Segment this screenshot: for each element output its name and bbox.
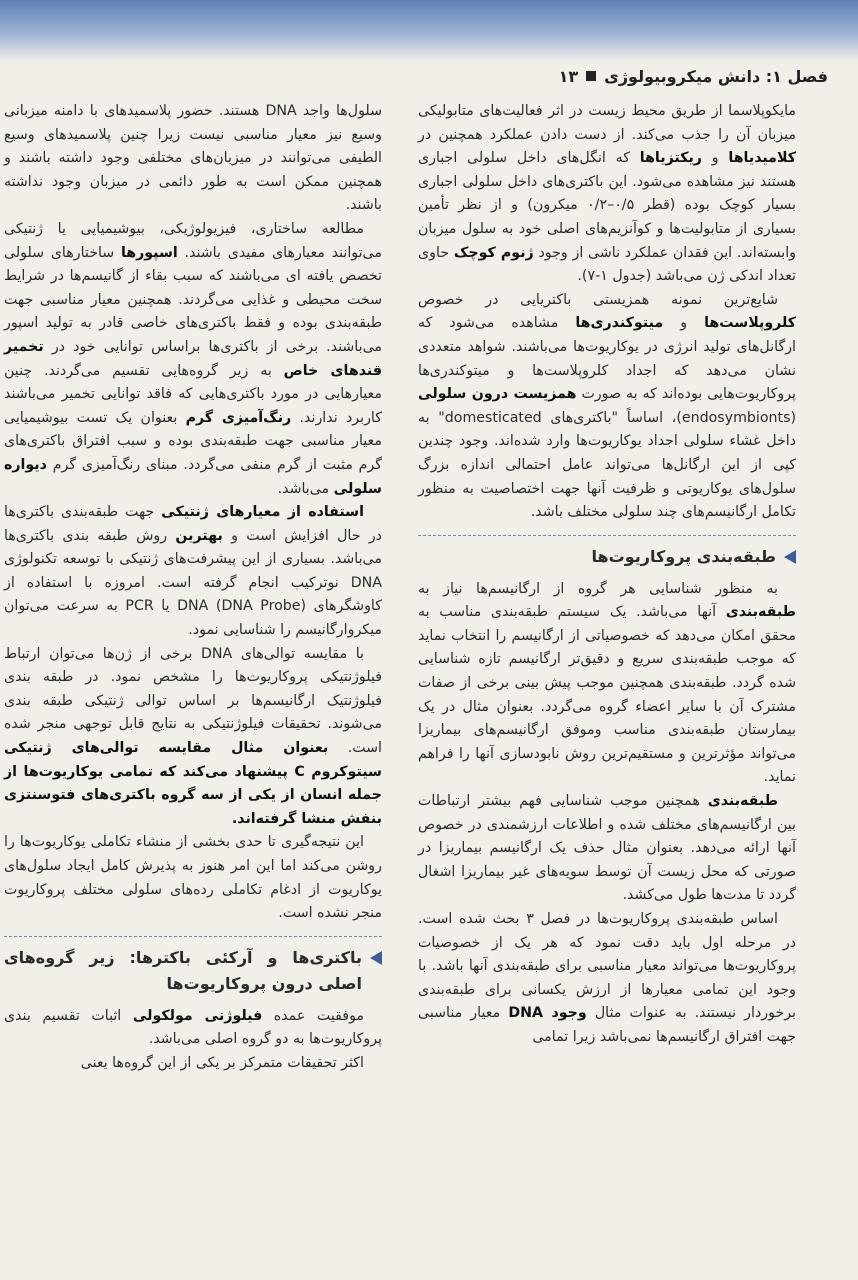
text-run: که انگل‌های داخل سلولی اجباری هستند نیز مشاهده می‌شود. این باکتری‌های داخل سلولی اجباری بسیار کوچک بوده (قطر ۰/۵–۰/۲ میکرون) و از نظر تأمین بسیاری از متابولیت‌ها و کوآنزیم‌های اصلی خود به سلول میزبان وابسته‌اند. این فقدان عملکرد ناشی از وجود	[418, 150, 796, 261]
page-top-band	[0, 0, 858, 62]
bold-term: دیواره سلولی	[4, 456, 382, 497]
bold-term: فیلوژنی مولکولی	[132, 1007, 263, 1024]
right-column	[418, 100, 796, 1050]
text-run: بعنوان یک تست بیوشیمیایی معیار مناسبی جهت طبقه‌بندی بوده و سبب افتراق باکتری‌های گرم مثبت از گرم منفی می‌گردد. مبنای رنگ‌آمیزی گرم	[4, 409, 382, 473]
section-heading	[418, 535, 796, 570]
text-run: به منظور شناسایی هر گروه از ارگانیسم‌ها نیاز به	[418, 580, 778, 597]
text-run: مشاهده می‌شود که ارگانل‌های تولید انرژی در یوکاریوت‌ها می‌باشند. شواهد متعددی نشان می‌دهد که اجداد کلروپلاست‌ها و میتوکندری‌ها پروکاریوت‌هایی بوده‌اند که به صورت	[418, 315, 796, 403]
paragraph	[4, 643, 382, 832]
section-arrow-icon	[370, 951, 382, 965]
bold-term: استفاده از معیارهای ژنتیکی	[161, 504, 364, 521]
text-run: سلول‌ها واجد DNA هستند. حضور پلاسمیدهای با دامنه میزبانی وسیع نیز معیار مناسبی نیست زیرا چنین پلاسمیدهای وسیع الطیفی می‌توانند در میزبان‌های مختلفی وجود داشته باشند و همچنین ممکن است به طور دائمی در میزبان وجود نداشته باشند.	[4, 103, 382, 214]
bold-term: رنگ‌آمیزی گرم	[185, 409, 292, 426]
text-run: اکثر تحقیقات متمرکز بر یکی از این گروه‌ها یعنی	[80, 1054, 364, 1071]
text-run: جهت طبقه‌بندی باکتری‌ها در حال افزایش است و	[4, 504, 382, 544]
separator-square-icon	[586, 71, 596, 81]
text-run: اساس طبقه‌بندی پروکاریوت‌ها در فصل ۳ بحث شده است. در مرحله اول باید دقت نمود که هر یک از خصوصیات پروکاریوت‌ها می‌تواند معیار مناسبی برای طبقه‌بندی آنها باشد. با وجود این تمامی معیارها از ارزش یکسانی برای طبقه‌بندی برخوردار نیستند. به عنوات مثال	[418, 911, 796, 1022]
bold-term: وجود DNA	[508, 1005, 587, 1022]
section-arrow-icon	[784, 550, 796, 564]
text-run: این نتیجه‌گیری تا حدی بخشی از منشاء تکاملی یوکاریوت‌ها را روشن می‌کند اما این امر هنوز به پذیرش کامل ایجاد سلول‌های یوکاریوت از ادغام تکاملی رده‌های سلولی مختلف پروکاریوت منجر نشده است.	[4, 834, 382, 922]
running-header	[28, 60, 828, 92]
paragraph	[4, 218, 382, 501]
paragraph	[4, 1005, 382, 1052]
paragraph	[418, 289, 796, 525]
text-run: مطالعه ساختاری، فیزیولوژیکی، بیوشیمیایی یا ژنتیکی می‌توانند معیارهای مفیدی باشند.	[4, 220, 382, 261]
text-run: آنها می‌باشد. یک سیستم طبقه‌بندی مناسب به محقق امکان می‌دهد که خصوصیاتی از ارگانیسم را انتخاب نماید که موجب طبقه‌بندی سریع و دقیق‌تر ارگانیسم تازه شناسایی شده گردد. طبقه‌بندی همچنین موجب پیش بینی برخی از صفات مشترک آن با سایر اعضاء گروه می‌گردد. بعنوان مثال در یک بیمارستان طبقه‌بندی مناسب وموفق ارگانیسم‌های بیماریزا می‌تواند مؤثرترین و مستقیم‌ترین روش نابودسازی آنها را فراهم نماید.	[418, 604, 796, 786]
paragraph	[4, 501, 382, 643]
text-run: موفقیت عمده	[262, 1007, 365, 1024]
text-run: حاوی تعداد اندکی ژن می‌باشد (جدول ۱-۷).	[418, 244, 796, 285]
text-run: ساختارهای سلولی تخصص یافته ای می‌باشند که سبب بقاء از گانیسم‌ها در شرایط سخت محیطی و غذایی می‌گردند. همچنین معیار مناسبی جهت طبقه‌بندی بوده و فقط باکتری‌های خاصی قادر به تولید اسپور می‌باشند. برخی از باکتری‌ها براساس توانایی خود در	[4, 244, 382, 355]
section-heading	[4, 936, 382, 997]
bold-term: ریکتزیاها	[639, 150, 702, 167]
text-run: مایکوپلاسما از طریق محیط زیست در اثر فعالیت‌های متابولیکی میزبان آن را جذب می‌کند. از دست دادن عملکرد همچنین در	[418, 103, 796, 143]
bold-term: کلامیدیاها	[728, 150, 796, 167]
page-number: ۱۳	[558, 66, 579, 86]
bold-term: تخمیر قندهای خاص	[4, 338, 382, 379]
paragraph	[418, 908, 796, 1050]
paragraph	[418, 578, 796, 790]
bold-term: میتوکندری‌ها	[575, 315, 664, 332]
bold-term: همزیست درون سلولی	[418, 386, 577, 403]
text-run: روش طبقه بندی باکتری‌ها می‌باشد. بسیاری از این پیشرفت‌های ژنتیکی با توسعه تکنولوژی DNA نوترکیب انجام گرفته است. امروزه با استفاده از کاوشگرهای DNA (DNA Probe) یا PCR به سرعت می‌توان میکروارگانیسم را شناسایی نمود.	[4, 527, 382, 639]
text-run: همچنین موجب شناسایی فهم بیشتر ارتباطات بین ارگانیسم‌های مختلف شده و اطلاعات ارزشمندی در خصوص آنها ارائه می‌دهد. بعنوان مثال حذف یک ارگانیسم بیماریزا در صورتی که محل زیست آن توسط سویه‌های غیر بیماریزا اشغال گردد تا مدت‌ها طول می‌کشد.	[418, 793, 796, 904]
text-run: و	[663, 315, 705, 332]
text-run: معیار مناسبی جهت افتراق ارگانیسم‌ها نمی‌باشد زیرا تمامی	[418, 1005, 796, 1045]
bold-term: اسپورها	[120, 244, 178, 261]
bold-term: ژنوم کوچک	[453, 244, 534, 261]
bold-term: بعنوان مثال مقایسه توالی‌های ژنتیکی سیتوکروم C پیشنهاد می‌کند که تمامی یوکاریوت‌ها از جمله انسان از یکی از سه گروه باکتری‌های فتوسنتزی بنفش منشا گرفته‌اند.	[4, 740, 382, 827]
text-run: اثبات تقسیم بندی پروکاریوت‌ها به دو گروه اصلی می‌باشد.	[4, 1007, 382, 1048]
paragraph	[4, 1052, 382, 1076]
paragraph	[418, 100, 796, 289]
text-run: (endosymbionts)، اساساً "باکتری‌های domesticated" به داخل غشاء سلولی اجداد یوکاریوت‌ها وارد شده‌اند. وجود چندین کپی از این ارگانل‌ها می‌تواند عامل احتمالی اندازه بزرگ سلول‌های یوکاریوتی و ظرفیت آنها جهت اختصاصیت به منظور تکامل ارگانیسم‌های چند سلولی مختلف باشد.	[418, 409, 797, 521]
section-title: باکتری‌ها و آرکئی باکترها: زیر گروه‌های اصلی درون پروکاریوت‌ها	[4, 947, 362, 993]
paragraph	[418, 790, 796, 908]
text-run: شایع‌ترین نمونه همزیستی باکتریایی در خصوص	[418, 291, 778, 308]
bold-term: طبقه‌بندی	[725, 604, 796, 621]
text-run: با مقایسه توالی‌های DNA برخی از ژن‌ها می‌توان ارتباط فیلوژنتیکی پروکاریوت‌ها را مشخص نمود. در طبقه بندی فیلوژنتیک ارگانیسم‌ها بر اساس توالی ژنتیکی طبقه بندی می‌شوند. تحقیقات فیلوژنتیکی به نتایج قابل توجهی منجر شده است.	[4, 645, 383, 757]
text-run: می‌باشد.	[277, 480, 334, 497]
left-column	[4, 100, 382, 1076]
text-run: به زیر گروه‌هایی تقسیم می‌گردند. چنین معیارهایی در مورد باکتری‌هایی که فاقد توانایی تخمیر می‌باشند کاربرد ندارند.	[4, 362, 383, 426]
bold-term: طبقه‌بندی	[707, 793, 778, 810]
bold-term: کلروپلاست‌ها	[704, 315, 796, 332]
paragraph	[4, 831, 382, 925]
chapter-title: فصل ۱: دانش میکروبیولوژی	[604, 66, 828, 86]
section-title: طبقه‌بندی پروکاریوت‌ها	[591, 546, 776, 566]
text-run: و	[701, 150, 729, 167]
bold-term: بهترین	[175, 527, 223, 544]
paragraph	[4, 100, 382, 218]
